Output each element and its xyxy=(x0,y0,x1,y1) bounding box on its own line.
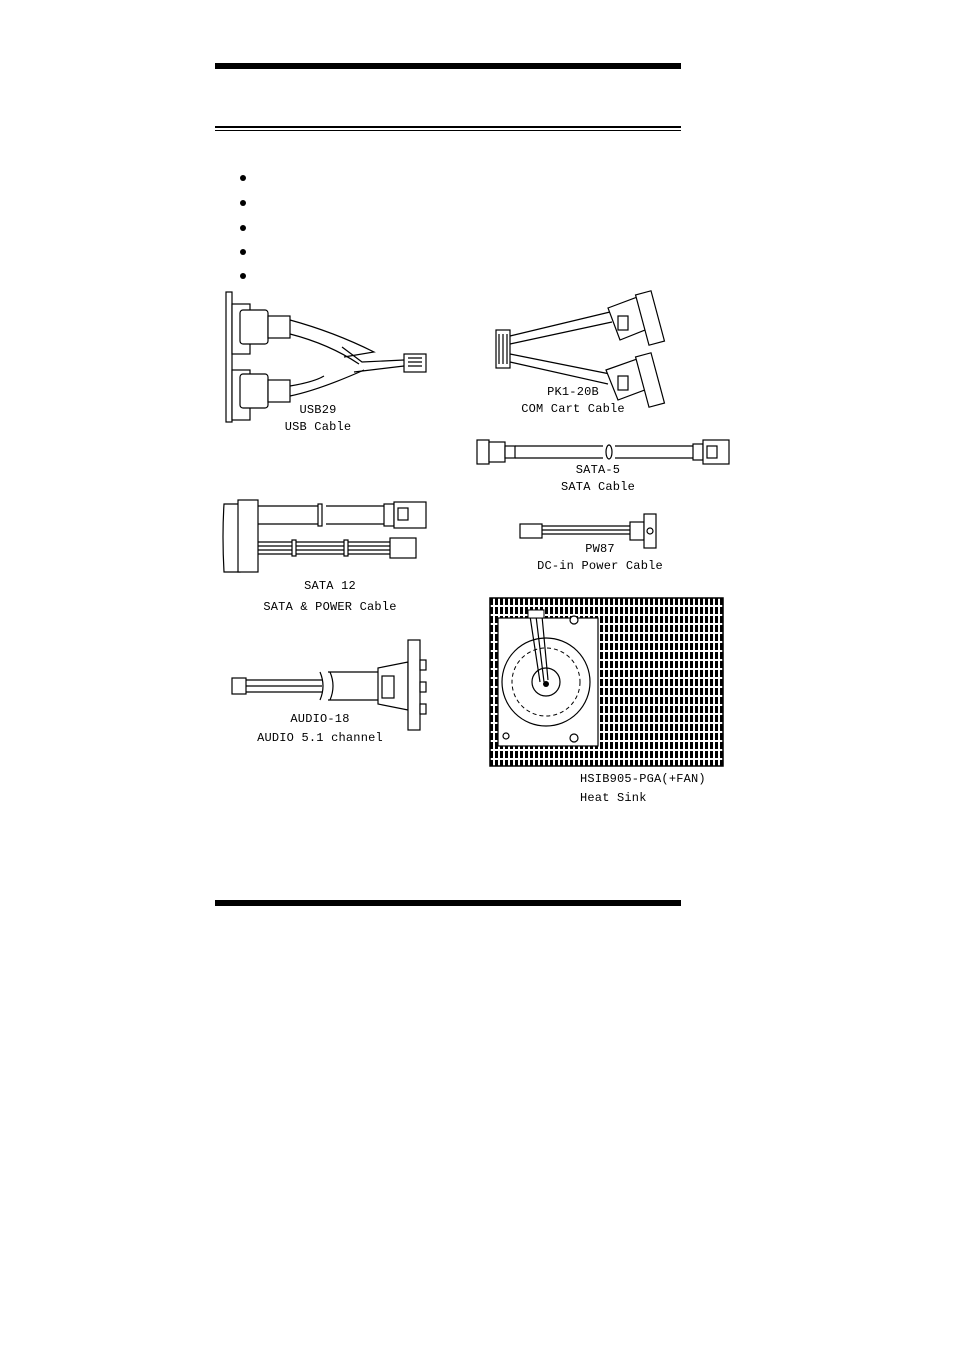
header-double-rule-bottom xyxy=(215,130,681,131)
heatsink-desc: Heat Sink xyxy=(580,791,647,805)
dc-power-caption xyxy=(530,541,670,575)
com-desc: COM Cart Cable xyxy=(521,402,625,416)
audio-desc: AUDIO 5.1 channel xyxy=(257,731,383,745)
usb-caption xyxy=(278,402,358,436)
sata-power-desc: SATA & POWER Cable xyxy=(263,600,397,614)
header-thick-rule xyxy=(215,63,681,69)
heatsink-illustration xyxy=(490,598,723,766)
usb-desc: USB Cable xyxy=(284,420,352,434)
com-caption xyxy=(518,384,628,418)
footer-thick-rule xyxy=(215,900,681,906)
list-bullet xyxy=(240,273,246,279)
audio-caption xyxy=(245,710,395,748)
sata-model: SATA-5 xyxy=(575,463,621,477)
dc-power-model: PW87 xyxy=(585,542,615,556)
list-bullet xyxy=(240,225,246,231)
sata-desc: SATA Cable xyxy=(560,480,635,494)
heatsink-caption xyxy=(580,770,706,808)
sata-power-model: SATA 12 xyxy=(304,579,356,593)
heatsink-model: HSIB905-PGA(+FAN) xyxy=(580,772,706,786)
sata-caption xyxy=(548,462,648,496)
audio-model: AUDIO-18 xyxy=(290,712,350,726)
sata-power-caption xyxy=(240,576,420,618)
list-bullet xyxy=(240,200,246,206)
header-double-rule-top xyxy=(215,126,681,128)
sata-power-cable-illustration xyxy=(222,496,437,576)
com-model: PK1-20B xyxy=(547,385,599,399)
usb-model: USB29 xyxy=(299,403,337,417)
dc-power-desc: DC-in Power Cable xyxy=(537,559,663,573)
list-bullet xyxy=(240,249,246,255)
list-bullet xyxy=(240,175,246,181)
